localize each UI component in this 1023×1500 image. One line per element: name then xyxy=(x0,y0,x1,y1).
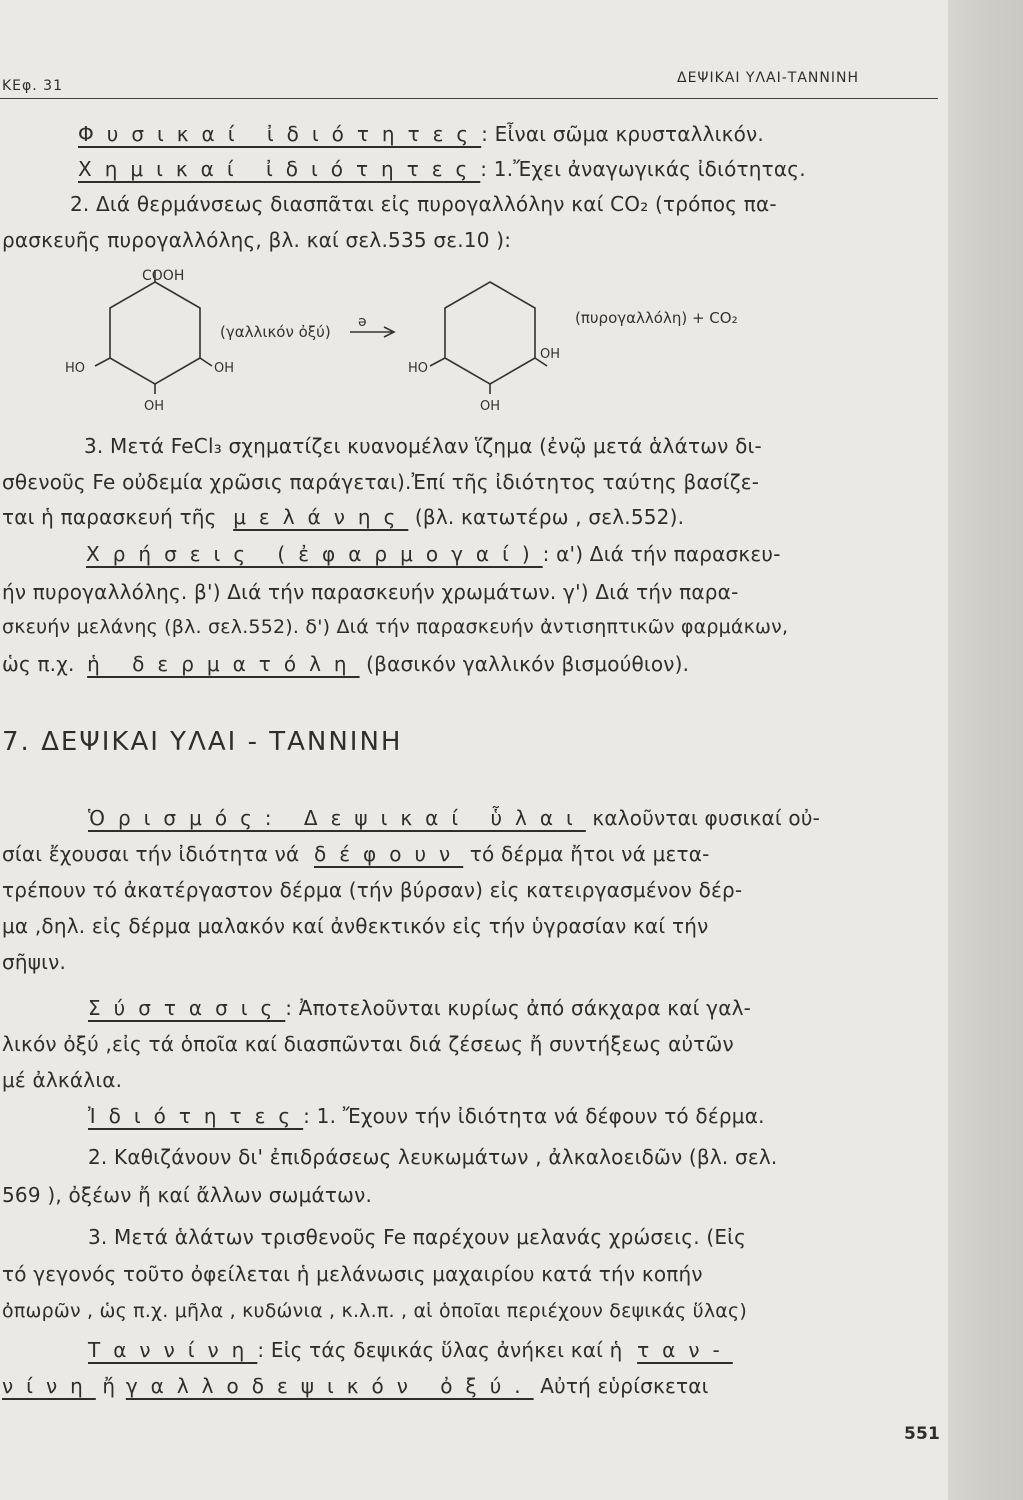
composition-line2: λικόν ὀξύ ,εἰς τά ὁποῖα καί διασπῶνται διά ζέσεως ἤ συντήξεως αὐτῶν xyxy=(2,1032,734,1056)
chemical-properties-label: Χημικαί ἰδιότητες xyxy=(78,157,481,181)
definition-line1 xyxy=(88,806,820,830)
section-title: 7. ΔΕΨΙΚΑΙ ΥΛΑΙ - ΤΑΝΝΙΝΗ xyxy=(2,727,403,757)
para3-line3 xyxy=(2,505,684,529)
uses-label: Χρήσεις (ἐφαρμογαί) xyxy=(86,542,543,566)
properties-line4: 3. Μετά ἁλάτων τρισθενοῦς Fe παρέχουν μελανάς χρώσεις. (Εἰς xyxy=(88,1225,747,1249)
cooh-group: COOH xyxy=(142,268,185,284)
ink-term: μελάνης xyxy=(233,505,409,529)
para3-line1: 3. Μετά FeCl₃ σχηματίζει κυανομέλαν ἵζημα (ἐνῷ μετά ἁλάτων δι- xyxy=(84,434,762,458)
tannin-label: Ταννίνη xyxy=(88,1338,258,1362)
oh-bottom-product: OH xyxy=(480,399,501,414)
heat-symbol: ə xyxy=(358,314,367,330)
ho-left-product: HO xyxy=(408,361,429,376)
gallic-acid-label: (γαλλικόν ὀξύ) xyxy=(220,323,331,341)
properties-line1-rest: : 1. Ἔχουν τήν ἰδιότητα νά δέφουν τό δέρμα. xyxy=(303,1104,765,1128)
tannin-line2-post: Αὐτή εὑρίσκεται xyxy=(540,1374,709,1398)
oh-right-reactant: OH xyxy=(214,361,235,376)
oh-bottom-reactant: OH xyxy=(144,399,165,414)
pyrogallol-label: (πυρογαλλόλη) + CO₂ xyxy=(575,309,738,327)
chemical-properties-text: : 1.Ἔχει ἀναγωγικάς ἰδιότητας. xyxy=(480,157,806,181)
physical-properties-label: Φυσικαί ἰδιότητες xyxy=(78,122,482,146)
para3-line3-pre: ται ἡ παρασκευή τῆς xyxy=(2,505,217,529)
definition-line2-pre: σίαι ἔχουσαι τήν ἰδιότητα νά xyxy=(2,842,300,866)
uses-line4-post: (βασικόν γαλλικόν βισμούθιον). xyxy=(366,652,690,676)
tannin-term-part1: ταν- xyxy=(637,1338,733,1362)
uses-line4-pre: ὡς π.χ. xyxy=(2,652,75,676)
properties-label: Ἰδιότητες xyxy=(88,1104,304,1128)
running-header: ΔΕΨΙΚΑΙ ΥΛΑΙ-ΤΑΝΝΙΝΗ xyxy=(677,70,859,86)
header-rule xyxy=(0,98,938,99)
properties-line1 xyxy=(88,1104,765,1128)
definition-label: Ὁρισμός: Δεψικαί ὗλαι xyxy=(88,806,586,830)
definition-line2-post: τό δέρμα ἤτοι νά μετα- xyxy=(469,842,710,866)
ho-left-reactant: HO xyxy=(65,361,86,376)
properties-line5: τό γεγονός τοῦτο ὀφείλεται ἡ μελάνωσις μαχαιρίου κατά τήν κοπήν xyxy=(2,1262,703,1286)
uses-line1 xyxy=(86,542,781,566)
para3-line2: σθενοῦς Fe οὐδεμία χρῶσις παράγεται).Ἐπί τῆς ἰδιότητος ταύτης βασίζε- xyxy=(2,470,760,494)
composition-line1-rest: : Ἀποτελοῦνται κυρίως ἀπό σάκχαρα καί γαλ- xyxy=(285,996,752,1020)
physical-properties xyxy=(78,122,764,146)
tannin-line1 xyxy=(88,1338,733,1362)
benzene-ring-reactant xyxy=(110,282,200,384)
page-number: 551 xyxy=(904,1424,941,1444)
properties-line2: 2. Καθιζάνουν δι' ἐπιδράσεως λευκωμάτων , ἀλκαλοειδῶν (βλ. σελ. xyxy=(88,1145,778,1169)
composition-line3: μέ ἀλκάλια. xyxy=(2,1068,123,1092)
composition-label: Σύστασις xyxy=(88,996,286,1020)
para2-line1: 2. Διά θερμάνσεως διασπᾶται εἰς πυρογαλλόλην καί CO₂ (τρόπος πα- xyxy=(70,192,777,216)
para3-line3-post: (βλ. κατωτέρω , σελ.552). xyxy=(414,505,685,529)
uses-line1-rest: : α') Διά τήν παρασκευ- xyxy=(542,542,781,566)
definition-line4: μα ,δηλ. εἰς δέρμα μαλακόν καί ἀνθεκτικόν εἰς τήν ὑγρασίαν καί τήν xyxy=(2,914,709,938)
uses-line4 xyxy=(2,652,689,676)
properties-line3: 569 ), ὀξέων ἤ καί ἄλλων σωμάτων. xyxy=(2,1183,373,1207)
definition-line2 xyxy=(2,842,710,866)
properties-line6: ὀπωρῶν , ὡς π.χ. μῆλα , κυδώνια , κ.λ.π. , αἱ ὁποῖαι περιέχουν δεψικάς ὕλας) xyxy=(2,1300,747,1322)
uses-line3: σκευήν μελάνης (βλ. σελ.552). δ') Διά τήν παρασκευήν ἀντισηπτικῶν φαρμάκων, xyxy=(2,616,789,638)
benzene-ring-product xyxy=(445,282,535,384)
para2-line2: ρασκευῆς πυρογαλλόλης, βλ. καί σελ.535 σε.10 ): xyxy=(2,228,512,252)
tan-verb-term: δέφουν xyxy=(313,842,464,866)
physical-properties-text: : Εἶναι σῶμα κρυσταλλικόν. xyxy=(481,122,764,146)
chemical-properties xyxy=(78,157,806,181)
tannin-line2 xyxy=(2,1374,709,1398)
composition-line1 xyxy=(88,996,751,1020)
reaction-scheme xyxy=(50,268,810,418)
chapter-label: ΚΕφ. 31 xyxy=(2,78,63,94)
tannin-line1-mid: : Εἰς τάς δεψικάς ὕλας ἀνήκει καί ἡ xyxy=(257,1338,623,1362)
uses-line2: ήν πυρογαλλόλης. β') Διά τήν παρασκευήν χρωμάτων. γ') Διά τήν παρα- xyxy=(2,580,739,604)
definition-line5: σῆψιν. xyxy=(2,950,67,974)
dermatol-term: ἡ δερματόλη xyxy=(87,652,360,676)
gallotannic-acid-term: γαλλοδεψικόν ὀξύ. xyxy=(125,1374,534,1398)
tannin-line2-mid: ἤ xyxy=(102,1374,116,1398)
definition-line3: τρέπουν τό ἀκατέργαστον δέρμα (τήν βύρσαν) εἰς κατειργασμένον δέρ- xyxy=(2,878,743,902)
definition-line1-rest: καλοῦνται φυσικαί οὐ- xyxy=(592,806,821,830)
facing-page-edge xyxy=(948,0,1023,1500)
tannin-term-part2: νίνη xyxy=(2,1374,96,1398)
oh-right-product: OH xyxy=(540,347,561,362)
